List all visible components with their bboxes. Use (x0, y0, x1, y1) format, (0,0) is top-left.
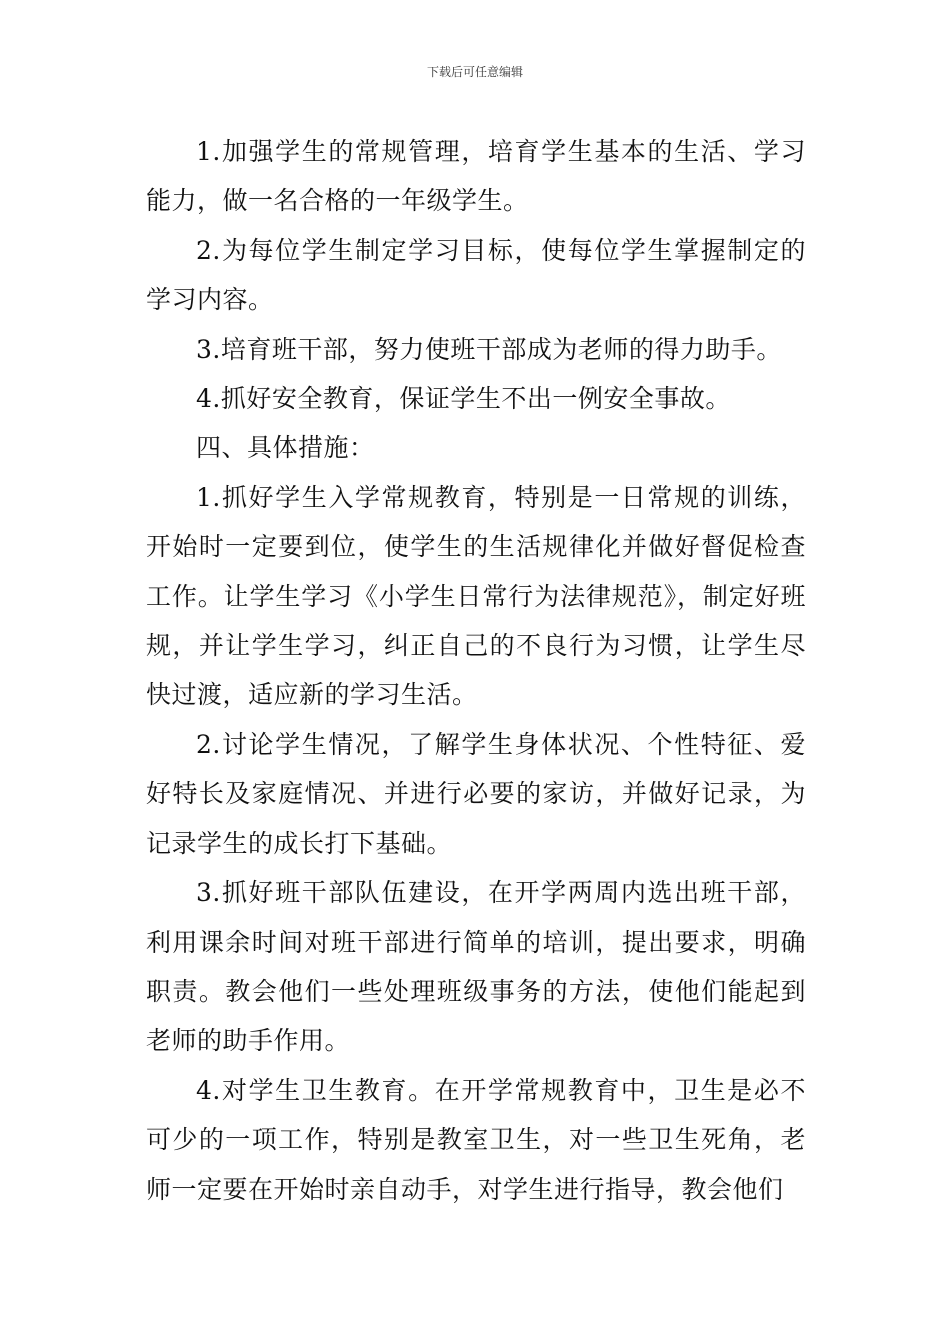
paragraph-goal-4: 4.抓好安全教育，保证学生不出一例安全事故。 (196, 384, 731, 414)
page-header: 下载后可任意编辑 (426, 65, 523, 79)
paragraph-goal-2: 2.为每位学生制定学习目标，使每位学生掌握制定的学习内容。 (146, 235, 806, 315)
paragraph-measure-1: 1.抓好学生入学常规教育，特别是一日常规的训练，开始时一定要到位，使学生的生活规律化并做好督促检查工作。让学生学习《小学生日常行为法律规范》，制定好班规，并让学生学习，纠正自己的不良行为习惯，让学生尽快过渡，适应新的学习生活。 (146, 482, 806, 710)
paragraph-goal-1: 1.加强学生的常规管理，培育学生基本的生活、学习能力，做一名合格的一年级学生。 (146, 137, 806, 216)
paragraph-measure-3: 3.抓好班干部队伍建设，在开学两周内选出班干部，利用课余时间对班干部进行简单的培训，提出要求，明确职责。教会他们一些处理班级事务的方法，使他们能起到老师的助手作用。 (146, 878, 806, 1056)
document-body (146, 127, 806, 1214)
paragraph-measure-2: 2.讨论学生情况，了解学生身体状况、个性特征、爱好特长及家庭情况、并进行必要的家访，并做好记录，为记录学生的成长打下基础。 (146, 729, 806, 858)
section-heading: 四、具体措施： (196, 433, 375, 463)
paragraph-goal-3: 3.培育班干部，努力使班干部成为老师的得力助手。 (196, 334, 782, 364)
paragraph-measure-4: 4.对学生卫生教育。在开学常规教育中，卫生是必不可少的一项工作，特别是教室卫生，对一些卫生死角，老师一定要在开始时亲自动手，对学生进行指导，教会他们 (146, 1075, 806, 1204)
